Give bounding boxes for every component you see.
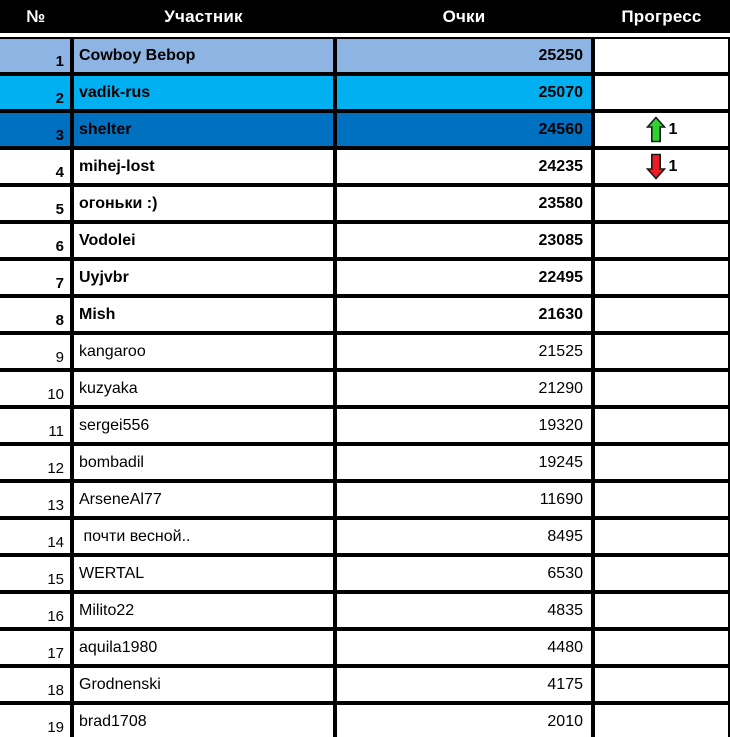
table-row (0, 592, 730, 629)
participant-cell: sergei556 (72, 407, 335, 444)
points-cell: 24235 (335, 148, 593, 185)
rank-cell: 5 (0, 185, 72, 222)
progress-cell (593, 370, 730, 407)
participant-cell: почти весной.. (72, 518, 335, 555)
progress-cell (593, 185, 730, 222)
points-cell: 24560 (335, 111, 593, 148)
progress-cell (593, 444, 730, 481)
table-row (0, 74, 730, 111)
rank-cell: 15 (0, 555, 72, 592)
participant-cell: Uyjvbr (72, 259, 335, 296)
participant-cell: огоньки :) (72, 185, 335, 222)
arrow-down-icon (646, 153, 666, 180)
points-cell: 2010 (335, 703, 593, 737)
table-row (0, 111, 730, 148)
progress-cell (593, 629, 730, 666)
participant-cell: shelter (72, 111, 335, 148)
participant-cell: WERTAL (72, 555, 335, 592)
table-row (0, 222, 730, 259)
points-cell: 4835 (335, 592, 593, 629)
points-cell: 19320 (335, 407, 593, 444)
participant-cell: mihej-lost (72, 148, 335, 185)
arrow-up-icon (646, 116, 666, 143)
table-row (0, 370, 730, 407)
progress-cell (593, 407, 730, 444)
participant-cell: kuzyaka (72, 370, 335, 407)
participant-cell: Cowboy Bebop (72, 37, 335, 74)
participant-cell: Mish (72, 296, 335, 333)
rank-cell: 7 (0, 259, 72, 296)
points-cell: 23085 (335, 222, 593, 259)
table-row (0, 37, 730, 74)
rank-cell: 13 (0, 481, 72, 518)
progress-cell (593, 111, 730, 148)
progress-indicator (646, 116, 678, 143)
participant-cell: kangaroo (72, 333, 335, 370)
participant-cell: Grodnenski (72, 666, 335, 703)
progress-value: 1 (668, 157, 678, 175)
participant-cell: ArseneAl77 (72, 481, 335, 518)
rank-cell: 2 (0, 74, 72, 111)
participant-cell: brad1708 (72, 703, 335, 737)
points-cell: 22495 (335, 259, 593, 296)
points-cell: 6530 (335, 555, 593, 592)
rank-cell: 16 (0, 592, 72, 629)
points-cell: 21630 (335, 296, 593, 333)
rank-cell: 14 (0, 518, 72, 555)
progress-cell (593, 259, 730, 296)
points-cell: 4480 (335, 629, 593, 666)
header-progress: Прогресс (593, 0, 730, 37)
points-cell: 21525 (335, 333, 593, 370)
rank-cell: 17 (0, 629, 72, 666)
participant-cell: aquila1980 (72, 629, 335, 666)
participant-cell: vadik-rus (72, 74, 335, 111)
table-row (0, 555, 730, 592)
points-cell: 4175 (335, 666, 593, 703)
table-row (0, 666, 730, 703)
points-cell: 11690 (335, 481, 593, 518)
leaderboard-body (0, 37, 730, 737)
table-row (0, 296, 730, 333)
rank-cell: 9 (0, 333, 72, 370)
rank-cell: 1 (0, 37, 72, 74)
rank-cell: 3 (0, 111, 72, 148)
participant-cell: Vodolei (72, 222, 335, 259)
progress-cell (593, 518, 730, 555)
points-cell: 19245 (335, 444, 593, 481)
progress-cell (593, 74, 730, 111)
rank-cell: 6 (0, 222, 72, 259)
progress-cell (593, 703, 730, 737)
rank-cell: 11 (0, 407, 72, 444)
progress-cell (593, 555, 730, 592)
table-row (0, 259, 730, 296)
progress-cell (593, 296, 730, 333)
points-cell: 21290 (335, 370, 593, 407)
table-row (0, 444, 730, 481)
table-row (0, 185, 730, 222)
rank-cell: 19 (0, 703, 72, 737)
header-row (0, 0, 730, 37)
points-cell: 23580 (335, 185, 593, 222)
table-row (0, 703, 730, 737)
progress-cell (593, 37, 730, 74)
rank-cell: 4 (0, 148, 72, 185)
rank-cell: 8 (0, 296, 72, 333)
rank-cell: 18 (0, 666, 72, 703)
table-row (0, 629, 730, 666)
rank-cell: 10 (0, 370, 72, 407)
participant-cell: Milito22 (72, 592, 335, 629)
progress-value: 1 (668, 120, 678, 138)
table-row (0, 148, 730, 185)
progress-cell (593, 666, 730, 703)
header-participant: Участник (72, 0, 335, 37)
points-cell: 8495 (335, 518, 593, 555)
participant-cell: bombadil (72, 444, 335, 481)
progress-cell (593, 148, 730, 185)
progress-cell (593, 481, 730, 518)
rank-cell: 12 (0, 444, 72, 481)
header-points: Очки (335, 0, 593, 37)
points-cell: 25250 (335, 37, 593, 74)
progress-cell (593, 592, 730, 629)
progress-indicator (646, 153, 678, 180)
header-rank: № (0, 0, 72, 37)
table-row (0, 333, 730, 370)
progress-cell (593, 222, 730, 259)
table-row (0, 481, 730, 518)
points-cell: 25070 (335, 74, 593, 111)
table-row (0, 518, 730, 555)
table-row (0, 407, 730, 444)
progress-cell (593, 333, 730, 370)
